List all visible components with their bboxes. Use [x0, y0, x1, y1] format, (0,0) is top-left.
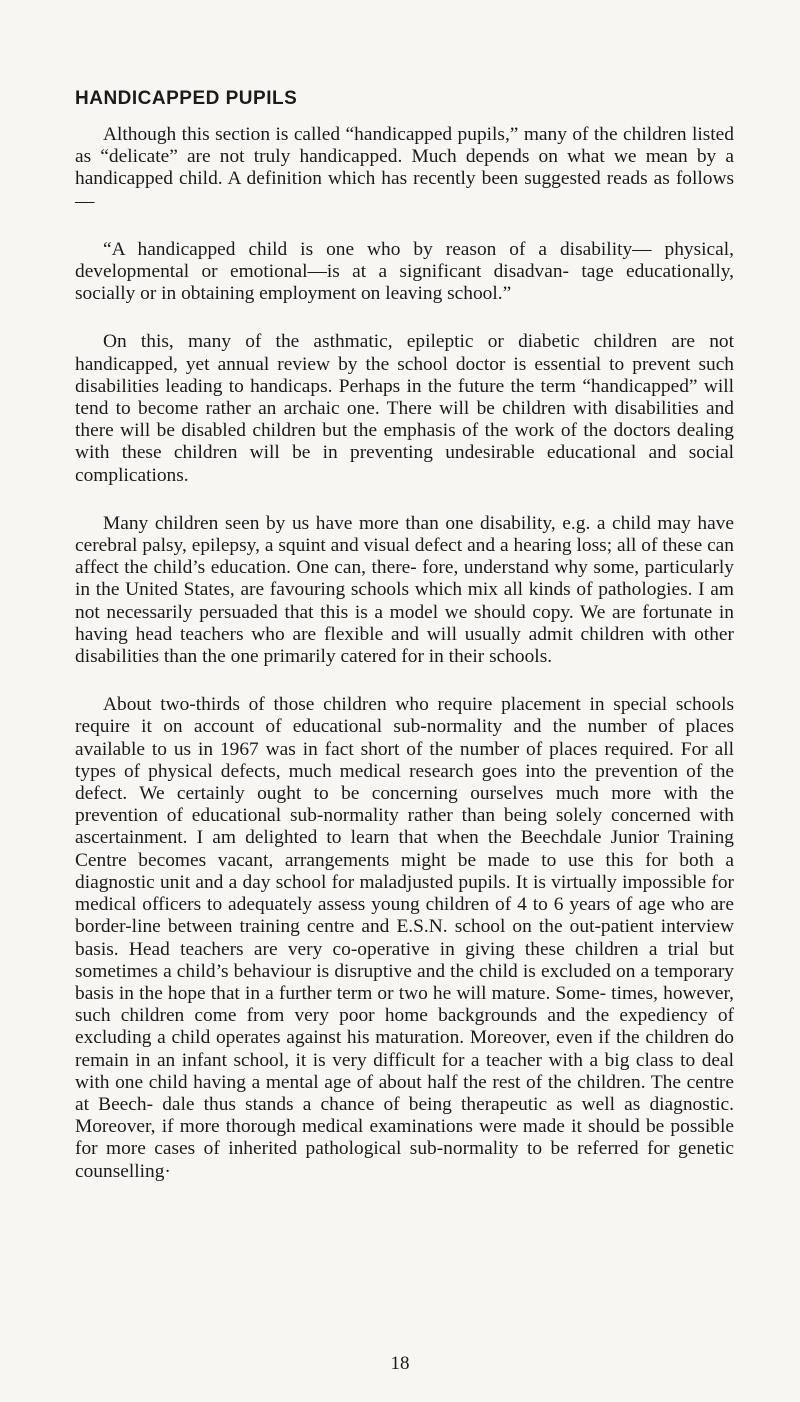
- paragraph-disabilities: On this, many of the asthmatic, epileptic or diabetic children are not handicapped, yet annual review by the school doctor is essential to prevent such disabilities leading to handicaps. Perhaps in the future the term “handicapped” will tend to become rather an archaic one. There will be children with disabilities and there will be disabled children but the emphasis of the work of the doctors dealing with these children will be in preventing undesirable educational and social complications.: [75, 331, 734, 486]
- paragraph-definition-quote: “A handicapped child is one who by reason of a disability— physical, developmental or emotional—is at a significant disadvan- tage educationally, socially or in obtaining employment on leaving school.”: [75, 238, 734, 305]
- paragraph-multiple-disabilities: Many children seen by us have more than one disability, e.g. a child may have cerebral palsy, epilepsy, a squint and visual defect and a hearing loss; all of these can affect the child’s education. One can, there- fore, understand why some, particularly in the United States, are favouring schools which mix all kinds of pathologies. I am not necessarily persuaded that this is a model we should copy. We are fortunate in having head teachers who are flexible and will usually admit children with other disabilities than the one primarily catered for in their schools.: [75, 512, 734, 668]
- page-number: 18: [390, 1353, 410, 1374]
- paragraph-intro: Although this section is called “handicapped pupils,” many of the children listed as “delicate” are not truly handicapped. Much depends on what we mean by a handicapped child. A definition which has recently been suggested reads as follows—: [75, 124, 734, 212]
- section-heading: HANDICAPPED PUPILS: [75, 88, 298, 109]
- document-page: [75, 88, 734, 1183]
- paragraph-special-schools: About two-thirds of those children who require placement in special schools require it on account of educational sub-normality and the number of places available to us in 1967 was in fact short of the number of places required. For all types of physical defects, much medical research goes into the prevention of the defect. We certainly ought to be concerning ourselves much more with the prevention of educational sub-normality rather than being solely concerned with ascertainment. I am delighted to learn that when the Beechdale Junior Training Centre becomes vacant, arrangements might be made to use this for both a diagnostic unit and a day school for maladjusted pupils. It is virtually impossible for medical officers to adequately assess young children of 4 to 6 years of age who are border-line between training centre and E.S.N. school on the out-patient interview basis. Head teachers are very co-operative in giving these children a trial but sometimes a child’s behaviour is disruptive and the child is excluded on a temporary basis in the hope that in a further term or two he will mature. Some- times, however, such children come from very poor home backgrounds and the expediency of excluding a child operates against his maturation. Moreover, even if the children do remain in an infant school, it is very difficult for a teacher with a big class to deal with one child having a mental age of about half the rest of the children. The centre at Beech- dale thus stands a chance of being therapeutic as well as diagnostic. Moreover, if more thorough medical examinations were made it should be possible for more cases of inherited pathological sub-normality to be referred for genetic counselling·: [75, 694, 734, 1182]
